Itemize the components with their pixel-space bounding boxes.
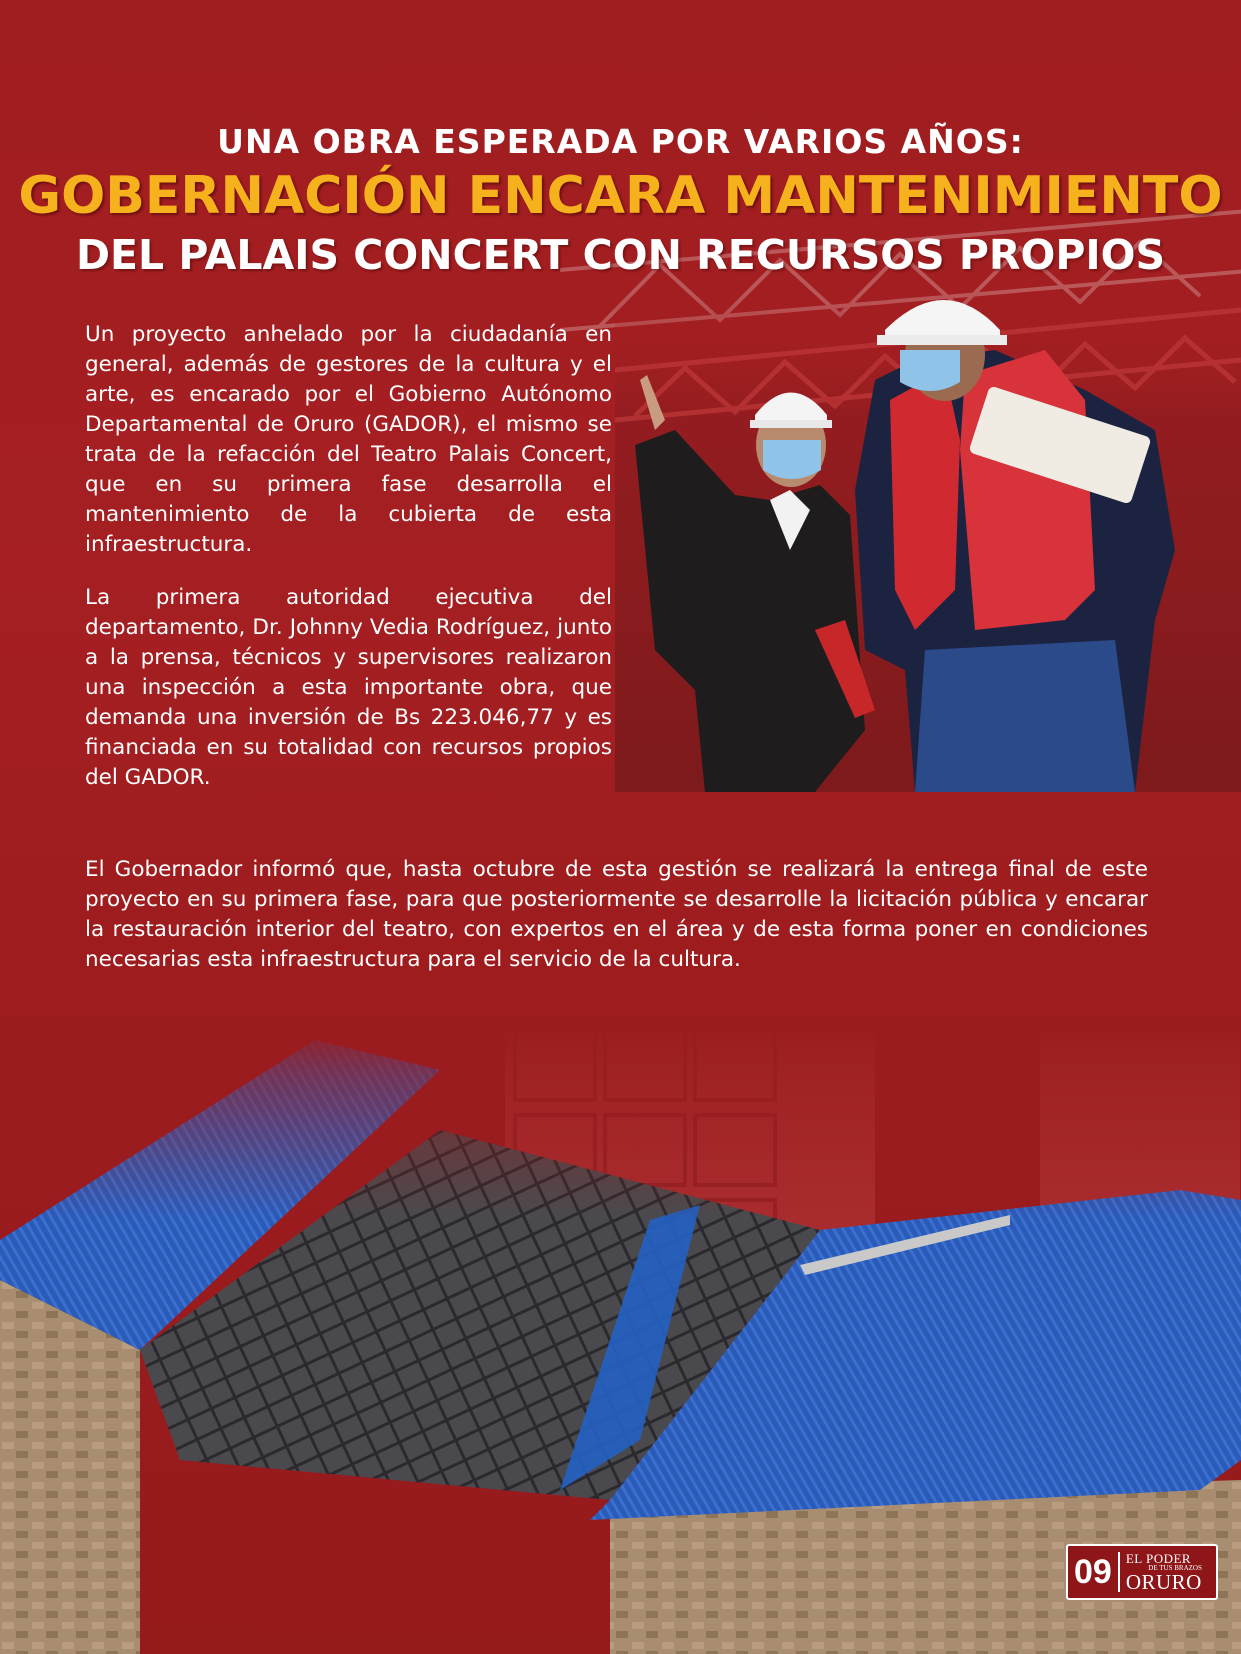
palais-concert-roof-aerial-photo (0, 1020, 1241, 1654)
headline-title-line1: GOBERNACIÓN ENCARA MANTENIMIENTO (18, 166, 1223, 226)
page-number: 09 (1068, 1552, 1120, 1592)
brand-line-3: ORURO (1125, 1569, 1202, 1594)
article-paragraph-1: Un proyecto anhelado por la ciudadanía en general, además de gestores de la cultura y el arte, es encarado por el Gobierno Autónomo Departamental de Oruro (GADOR), el mismo se trata de la refacción del Teatro Palais Concert, que en su primera fase desarrolla el mantenimiento de la cubierta de esta infraestructura. (85, 322, 612, 557)
brand-logo (1120, 1552, 1202, 1593)
brand-line-2: DE TUS BRAZOS (1148, 1563, 1202, 1572)
article-paragraph-2: La primera autoridad ejecutiva del departamento, Dr. Johnny Vedia Rodríguez, junto a la prensa, técnicos y supervisores realizaron una inspección a esta importante obra, que demanda una inversión de Bs 223.046,77 y es financiada en su totalidad con recursos propios del GADOR. (85, 585, 612, 790)
brand-line-1: EL PODER (1125, 1550, 1192, 1566)
officials-inspection-photo (615, 290, 1241, 792)
headline-kicker: UNA OBRA ESPERADA POR VARIOS AÑOS: (217, 122, 1024, 161)
article-paragraph-3: El Gobernador informó que, hasta octubre de esta gestión se realizará la entrega final de este proyecto en su primera fase, para que posteriormente se desarrolle la licitación pública y encarar la restauración interior del teatro, con expertos en el área y de esta forma poner en condiciones necesarias esta infraestructura para el servicio de la cultura. (85, 857, 1148, 972)
headline-title-line2: DEL PALAIS CONCERT CON RECURSOS PROPIOS (75, 231, 1166, 279)
page-footer-badge (1066, 1544, 1218, 1600)
